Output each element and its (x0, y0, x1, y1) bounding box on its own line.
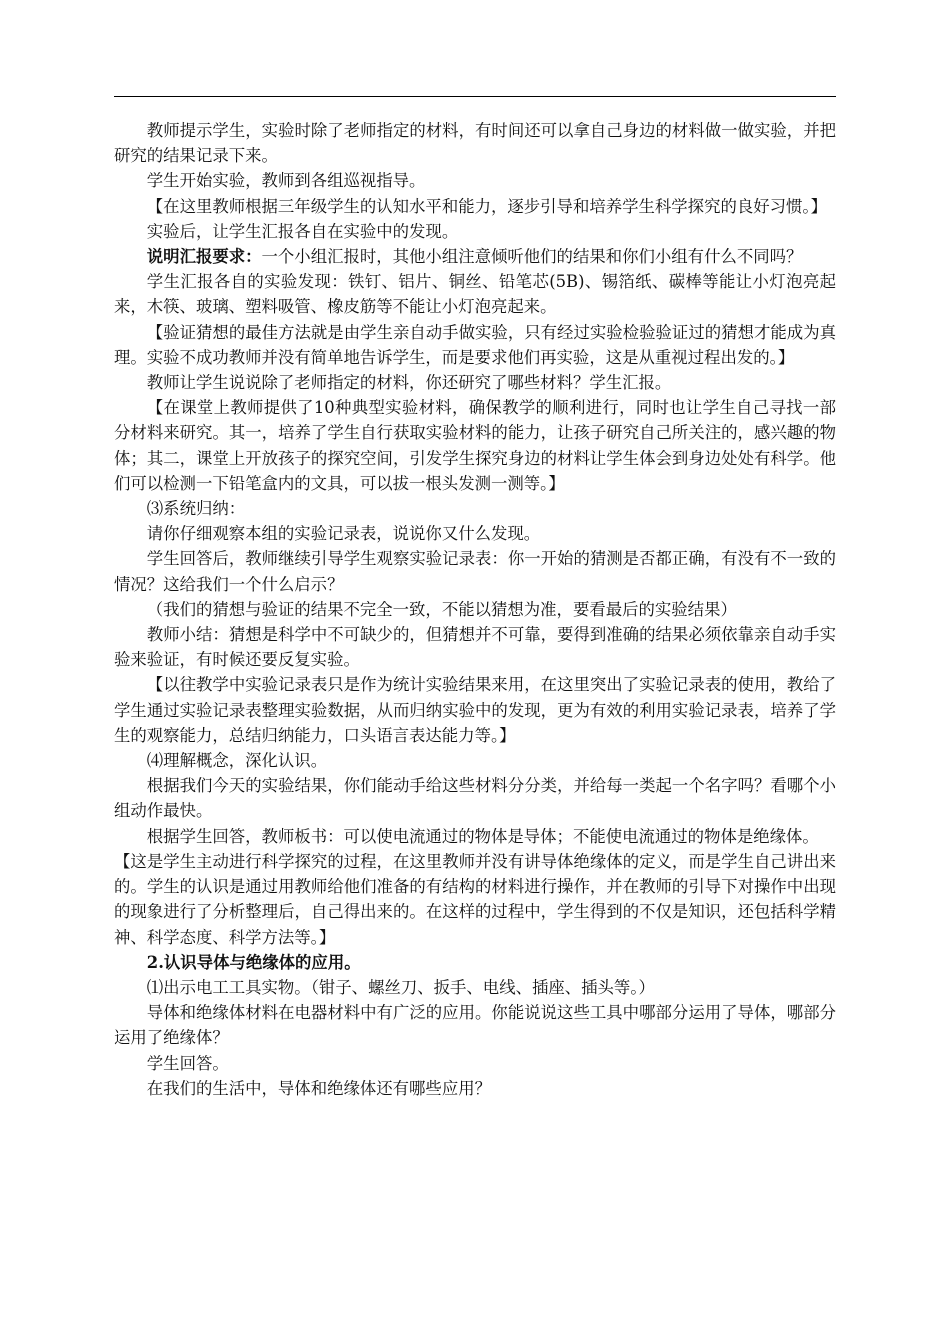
section-heading: ⑶系统归纳： (146, 499, 246, 519)
commentary-paragraph: 【在课堂上教师提供了10种典型实验材料，确保教学的顺利进行，同时也让学生自己寻找一部分材料来研究。其一，培养了学生自行获取实验材料的能力，让孩子研究自己所关注的，感兴趣的物体；其二，课堂上开放孩子的探究空间，引发学生探究身边的材料让学生体会到身边处处有科学。他们可以检测一下铅笔盒内的文具，可以拔一根头发测一测等。】 (114, 398, 836, 493)
paragraph: 教师让学生说说除了老师指定的材料，你还研究了哪些材料？学生汇报。 (146, 373, 672, 393)
paragraph: 学生汇报各自的实验发现：铁钉、铝片、铜丝、铅笔芯(5B)、锡箔纸、碳棒等能让小灯泡亮起来，木筷、玻璃、塑料吸管、橡皮筋等不能让小灯泡亮起来。 (114, 272, 836, 317)
paragraph: 在我们的生活中，导体和绝缘体还有哪些应用？ (146, 1078, 491, 1098)
report-requirement-label: 说明汇报要求： (146, 247, 262, 267)
section-heading: 2.认识导体与绝缘体的应用。 (146, 952, 361, 972)
commentary-paragraph: 【这是学生主动进行科学探究的过程，在这里教师并没有讲导体绝缘体的定义，而是学生自己讲出来的。学生的认识是通过用教师给他们准备的有结构的材料进行操作，并在教师的引导下对操作中出现的现象进行了分析整理后，自己得出来的。在这样的过程中，学生得到的不仅是知识，还包括科学精神、科学态度、科学方法等。】 (114, 851, 836, 947)
paragraph: 根据我们今天的实验结果，你们能动手给这些材料分分类，并给每一类起一个名字吗？看哪个小组动作最快。 (114, 776, 836, 821)
document-body (114, 118, 836, 1101)
commentary-paragraph: 【验证猜想的最佳方法就是由学生亲自动手做实验，只有经过实验检验验证过的猜想才能成为真理。实验不成功教师并没有简单地告诉学生，而是要求他们再实验，这是从重视过程出发的。】 (114, 322, 836, 367)
paragraph: 导体和绝缘体材料在电器材料中有广泛的应用。你能说说这些工具中哪部分运用了导体，哪部分运用了绝缘体？ (114, 1003, 836, 1048)
section-heading: ⑷理解概念，深化认识。 (146, 751, 328, 771)
paragraph: 实验后，让学生汇报各自在实验中的发现。 (146, 221, 459, 241)
paragraph: 学生开始实验，教师到各组巡视指导。 (146, 171, 426, 191)
paragraph: 教师小结：猜想是科学中不可缺少的，但猜想并不可靠，要得到准确的结果必须依靠亲自动手实验来验证，有时候还要反复实验。 (114, 625, 836, 670)
paragraph: 教师提示学生，实验时除了老师指定的材料，有时间还可以拿自己身边的材料做一做实验，并把研究的结果记录下来。 (114, 121, 836, 166)
commentary-paragraph: 【以往教学中实验记录表只是作为统计实验结果来用，在这里突出了实验记录表的使用，教给了学生通过实验记录表整理实验数据，从而归纳实验中的发现，更为有效的利用实验记录表，培养了学生的观察能力，总结归纳能力，口头语言表达能力等。】 (114, 675, 836, 745)
paragraph: ⑴出示电工工具实物。（钳子、螺丝刀、扳手、电线、插座、插头等。） (146, 977, 655, 997)
paragraph: 请你仔细观察本组的实验记录表，说说你又什么发现。 (146, 524, 541, 544)
report-requirement-paragraph (114, 244, 836, 269)
paragraph: 学生回答。 (146, 1053, 229, 1073)
paragraph: （我们的猜想与验证的结果不完全一致，不能以猜想为准，要看最后的实验结果） (146, 599, 737, 619)
report-requirement-text: 一个小组汇报时，其他小组注意倾听他们的结果和你们小组有什么不同吗？ (261, 247, 803, 267)
paragraph: 根据学生回答，教师板书：可以使电流通过的物体是导体；不能使电流通过的物体是绝缘体。 (146, 826, 819, 846)
header-rule (114, 96, 836, 97)
commentary-paragraph: 【在这里教师根据三年级学生的认知水平和能力，逐步引导和培养学生科学探究的良好习惯。】 (146, 196, 828, 216)
paragraph: 学生回答后，教师继续引导学生观察实验记录表：你一开始的猜测是否都正确，有没有不一致的情况？这给我们一个什么启示？ (114, 549, 836, 594)
